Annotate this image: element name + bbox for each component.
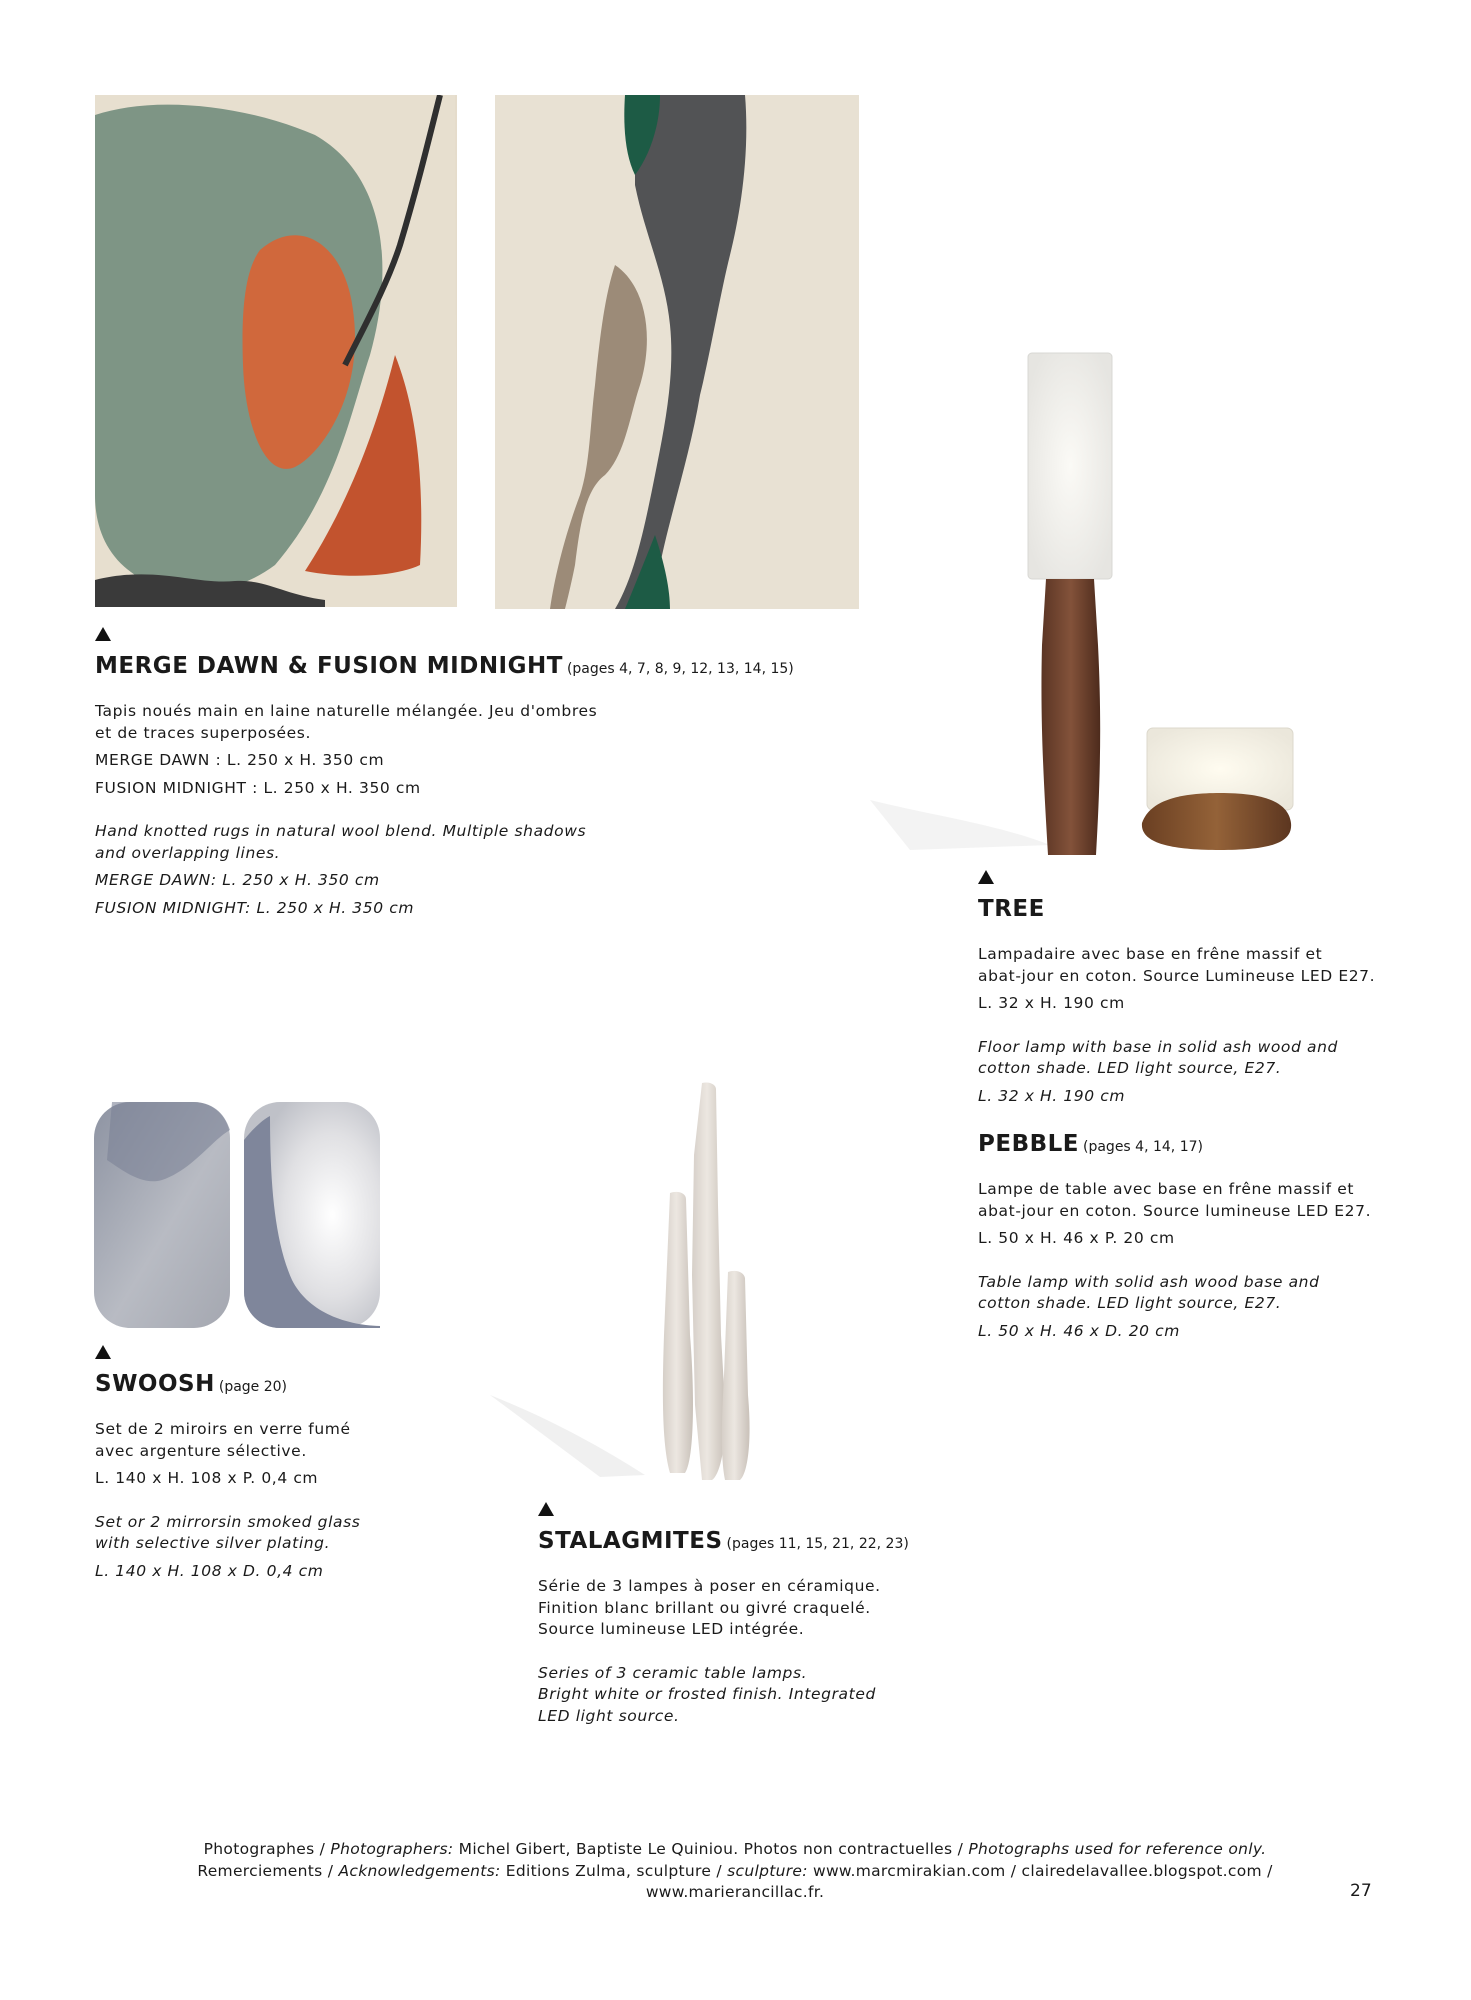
triangle-marker-icon <box>538 1502 554 1516</box>
swoosh-en-desc-1: Set or 2 mirrorsin smoked glass <box>95 1512 361 1531</box>
page-number: 27 <box>1350 1881 1372 1901</box>
fusion-midnight-rug-image <box>495 95 859 609</box>
tree-section <box>978 870 1418 1348</box>
triangle-marker-icon <box>978 870 994 884</box>
pebble-en-desc-2: cotton shade. LED light source, E27. <box>978 1294 1282 1312</box>
merge-en-desc-1: Hand knotted rugs in natural wool blend. Multiple shadows <box>95 822 587 840</box>
stalagmites-section <box>538 1502 998 1733</box>
triangle-marker-icon <box>95 627 111 641</box>
footer-line-3: www.marierancillac.fr. <box>645 1883 825 1901</box>
triangle-marker-icon <box>95 1345 111 1359</box>
footer-credits <box>95 1839 1375 1904</box>
tree-en-dim: L. 32 x H. 190 cm <box>978 1086 1126 1105</box>
merge-en-dim-1: MERGE DAWN: L. 250 x H. 350 cm <box>95 871 380 889</box>
footer-thanks-en: Acknowledgements: <box>338 1861 501 1880</box>
footer-sculpture-en: sculpture: <box>727 1861 808 1880</box>
stalagmites-title: STALAGMITES <box>538 1528 723 1554</box>
merge-fr-dim-1: MERGE DAWN : L. 250 x H. 350 cm <box>95 751 385 769</box>
stalagmites-fr-desc-3: Source lumineuse LED intégrée. <box>538 1620 805 1638</box>
swoosh-section <box>95 1345 495 1588</box>
merge-fr-desc-2: et de traces superposées. <box>95 723 311 742</box>
swoosh-fr-desc-1: Set de 2 miroirs en verre fumé <box>95 1420 351 1438</box>
footer-thanks-fr: Remerciements / <box>197 1861 339 1880</box>
merge-title: MERGE DAWN & FUSION MIDNIGHT <box>95 653 563 679</box>
stalagmites-en-desc-1: Series of 3 ceramic table lamps. <box>538 1663 808 1682</box>
pebble-title: PEBBLE <box>978 1131 1079 1157</box>
stalagmites-en-desc-3: LED light source. <box>538 1706 680 1725</box>
merge-dawn-rug-image <box>95 95 457 607</box>
tree-title: TREE <box>978 896 1045 922</box>
footer-thanks-names: Editions Zulma, sculpture / <box>500 1861 728 1880</box>
pebble-fr-dim: L. 50 x H. 46 x P. 20 cm <box>978 1229 1175 1247</box>
tree-fr-desc-1: Lampadaire avec base en frêne massif et <box>978 945 1323 963</box>
merge-section <box>95 627 815 925</box>
footer-photographers-names: Michel Gibert, Baptiste Le Quiniou. Photos non contractuelles / <box>453 1840 969 1858</box>
swoosh-title-line <box>95 1371 495 1397</box>
swoosh-en-desc-2: with selective silver plating. <box>95 1534 331 1552</box>
merge-en-desc-2: and overlapping lines. <box>95 843 281 862</box>
pebble-en-dim: L. 50 x H. 46 x D. 20 cm <box>978 1321 1180 1340</box>
footer-links: www.marcmirakian.com / clairedelavallee.blogspot.com / <box>807 1861 1273 1880</box>
swoosh-pages: (page 20) <box>218 1379 288 1395</box>
tree-fr-desc-2: abat-jour en coton. Source Lumineuse LED E27. <box>978 966 1376 985</box>
tree-en-desc-2: cotton shade. LED light source, E27. <box>978 1059 1282 1077</box>
stalagmites-pages: (pages 11, 15, 21, 22, 23) <box>726 1536 909 1552</box>
footer-photographers-fr: Photographes / <box>203 1840 331 1858</box>
footer-line-2 <box>95 1861 1375 1883</box>
swoosh-fr-desc-2: avec argenture sélective. <box>95 1441 307 1460</box>
swoosh-fr-dim: L. 140 x H. 108 x P. 0,4 cm <box>95 1469 319 1487</box>
merge-en-dim-2: FUSION MIDNIGHT: L. 250 x H. 350 cm <box>95 898 415 917</box>
tree-fr-dim: L. 32 x H. 190 cm <box>978 994 1125 1012</box>
pebble-fr-desc-1: Lampe de table avec base en frêne massif et <box>978 1180 1355 1198</box>
footer-reference-note: Photographs used for reference only. <box>968 1840 1267 1858</box>
tree-en-desc-1: Floor lamp with base in solid ash wood and <box>978 1037 1338 1056</box>
swoosh-en-dim: L. 140 x H. 108 x D. 0,4 cm <box>95 1561 324 1580</box>
pebble-pages: (pages 4, 14, 17) <box>1083 1139 1203 1155</box>
merge-fr-desc-1: Tapis noués main en laine naturelle mélangée. Jeu d'ombres <box>95 702 598 720</box>
pebble-en-desc-1: Table lamp with solid ash wood base and <box>978 1272 1320 1291</box>
stalagmites-fr-desc-2: Finition blanc brillant ou givré craquelé. <box>538 1598 871 1617</box>
merge-title-line <box>95 653 815 679</box>
stalagmites-title-line <box>538 1528 998 1554</box>
merge-pages: (pages 4, 7, 8, 9, 12, 13, 14, 15) <box>566 661 794 677</box>
stalagmites-lamps-image <box>480 1075 760 1495</box>
footer-photographers-en: Photographers: <box>330 1840 454 1858</box>
swoosh-title: SWOOSH <box>95 1371 215 1397</box>
swoosh-mirrors-image <box>92 1100 382 1330</box>
stalagmites-en-desc-2: Bright white or frosted finish. Integrated <box>538 1685 876 1703</box>
stalagmites-fr-desc-1: Série de 3 lampes à poser en céramique. <box>538 1577 881 1595</box>
tree-pebble-lamps-image <box>850 345 1300 865</box>
pebble-title-line <box>978 1131 1418 1157</box>
merge-fr-dim-2: FUSION MIDNIGHT : L. 250 x H. 350 cm <box>95 778 421 797</box>
pebble-fr-desc-2: abat-jour en coton. Source lumineuse LED E27. <box>978 1201 1372 1220</box>
footer-line-1 <box>95 1839 1375 1861</box>
